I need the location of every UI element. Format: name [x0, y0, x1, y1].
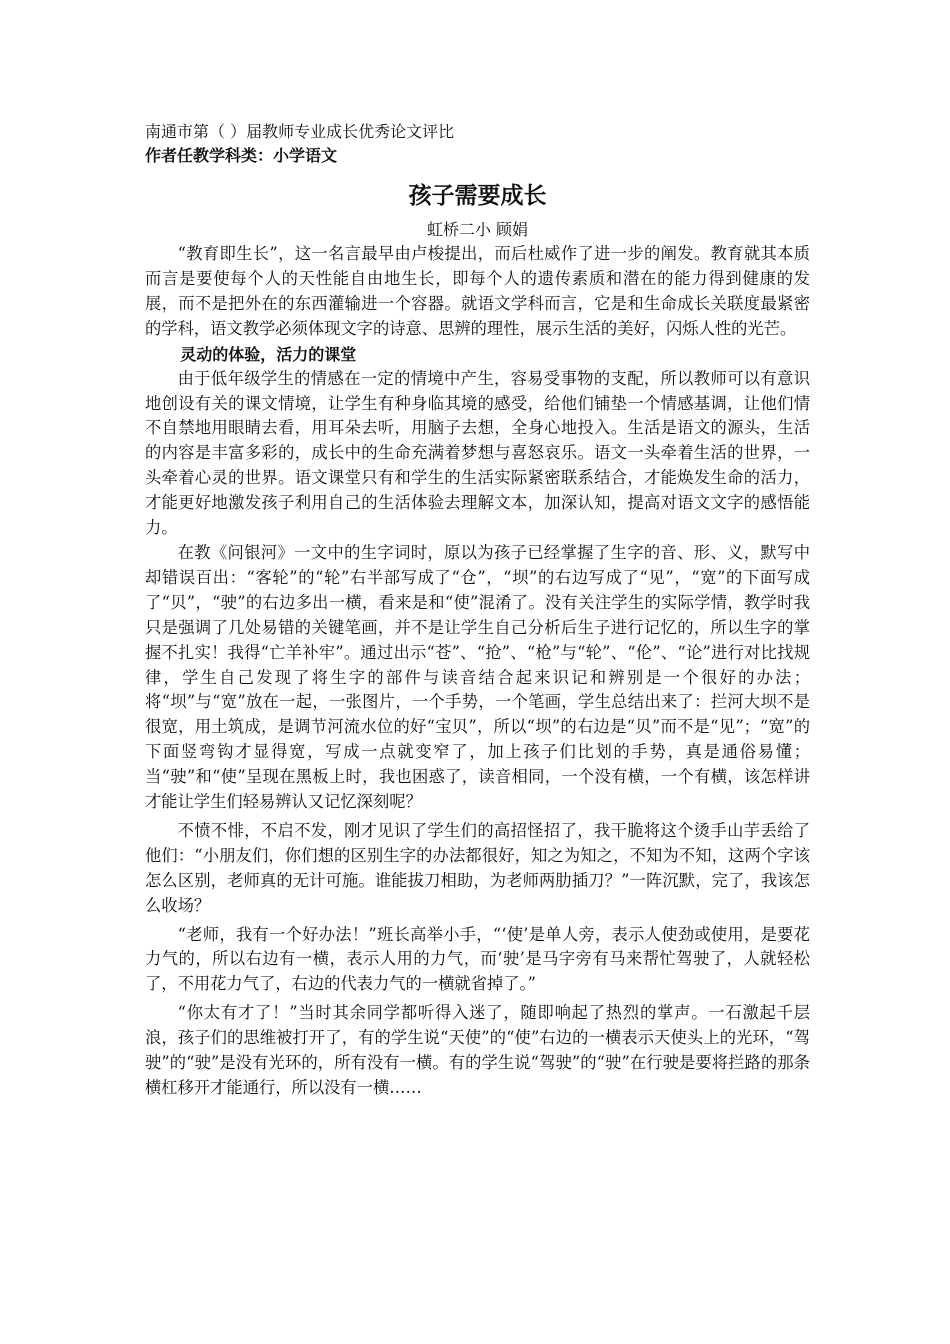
intro-paragraph: “教育即生长”，这一名言最早由卢梭提出，而后杜威作了进一步的阐发。教育就其本质而言是要使每个人的天性能自由地生长，即每个人的遗传素质和潜在的能力得到健康的发展，而不是把外在的东西灌输进一个容器。就语文学科而言，它是和生命成长关联度最紧密的学科，语文教学必须体现文字的诗意、思辨的理性，展示生活的美好，闪烁人性的光芒。 [145, 244, 810, 338]
body-paragraph-1: 由于低年级学生的情感在一定的情境中产生，容易受事物的支配，所以教师可以有意识地创设有关的课文情境，让学生有种身临其境的感受，给他们铺垫一个情感基调，让他们情不自禁地用眼睛去看，用耳朵去听，用脑子去想，全身心地投入。生活是语文的源头，生活的内容是丰富多彩的，成长中的生命充满着梦想与喜怒哀乐。语文一头牵着生活的世界，一头牵着心灵的世界。语文课堂只有和学生的生活实际紧密联系结合，才能焕发生命的活力，才能更好地激发孩子利用自己的生活体验去理解文本，加深认知，提高对语文文字的感悟能力。 [145, 368, 810, 538]
competition-header: 南通市第（ ）届教师专业成长优秀论文评比 [145, 122, 455, 141]
article-title: 孩子需要成长 [408, 183, 547, 209]
body-paragraph-5: “你太有才了！”当时其余同学都听得入迷了，随即响起了热烈的掌声。一石激起千层浪，孩子们的思维被打开了，有的学生说“天使”的“使”右边的一横表示天使头上的光环，“驾驶”的“驶”是没有光环的，所有没有一横。有的学生说“驾驶”的“驶”在行驶是要将拦路的那条横杠移开才能通行，所以没有一横…… [145, 1003, 810, 1097]
document-page [145, 120, 810, 1101]
article-author: 虹桥二小 顾娟 [426, 220, 529, 239]
body-paragraph-2: 在教《问银河》一文中的生字词时，原以为孩子已经掌握了生字的音、形、义，默写中却错误百出：“客轮”的“轮”右半部写成了“仓”，“坝”的右边写成了“见”，“宽”的下面写成了“贝”，“驶”的右边多出一横，看来是和“使”混淆了。没有关注学生的实际学情，教学时我只是强调了几处易错的关键笔画，并不是让学生自己分析后生子进行记忆的，所以生字的掌握不扎实！我得“亡羊补牢”。通过出示“苍”、“抢”、“枪”与“轮”、“伦”、“论”进行对比找规律，学生自己发现了将生字的部件与读音结合起来识记和辨别是一个很好的办法；将“坝”与“宽”放在一起，一张图片，一个手势，一个笔画，学生总结出来了：拦河大坝不是很宽，用土筑成，是调节河流水位的好“宝贝”，所以“坝”的右边是“贝”而不是“见”；“宽”的下面竖弯钩才显得宽，写成一点就变窄了，加上孩子们比划的手势，真是通俗易懂；当“驶”和“使”呈现在黑板上时，我也困惑了，读音相同，一个没有横，一个有横，该怎样讲才能让学生们轻易辨认又记忆深刻呢？ [145, 542, 810, 812]
section-heading: 灵动的体验，活力的课堂 [180, 344, 357, 364]
body-paragraph-4: “老师，我有一个好办法！”班长高举小手，“‘使’是单人旁，表示人使劲或使用，是要花力气的，所以右边有一横，表示人用的力气，而‘驶’是马字旁有马来帮忙驾驶了，人就轻松了，不用花力气了，右边的代表力气的一横就省掉了。” [145, 924, 810, 994]
author-subject-line: 作者任教学科类：小学语文 [145, 146, 338, 165]
body-paragraph-3: 不愤不悱，不启不发，刚才见识了学生们的高招怪招了，我干脆将这个烫手山芋丢给了他们：“小朋友们，你们想的区别生字的办法都很好，知之为知之，不知为不知，这两个字该怎么区别，老师真的无计可施。谁能拔刀相助，为老师两肋插刀？”一阵沉默，完了，我该怎么收场？ [145, 820, 810, 915]
